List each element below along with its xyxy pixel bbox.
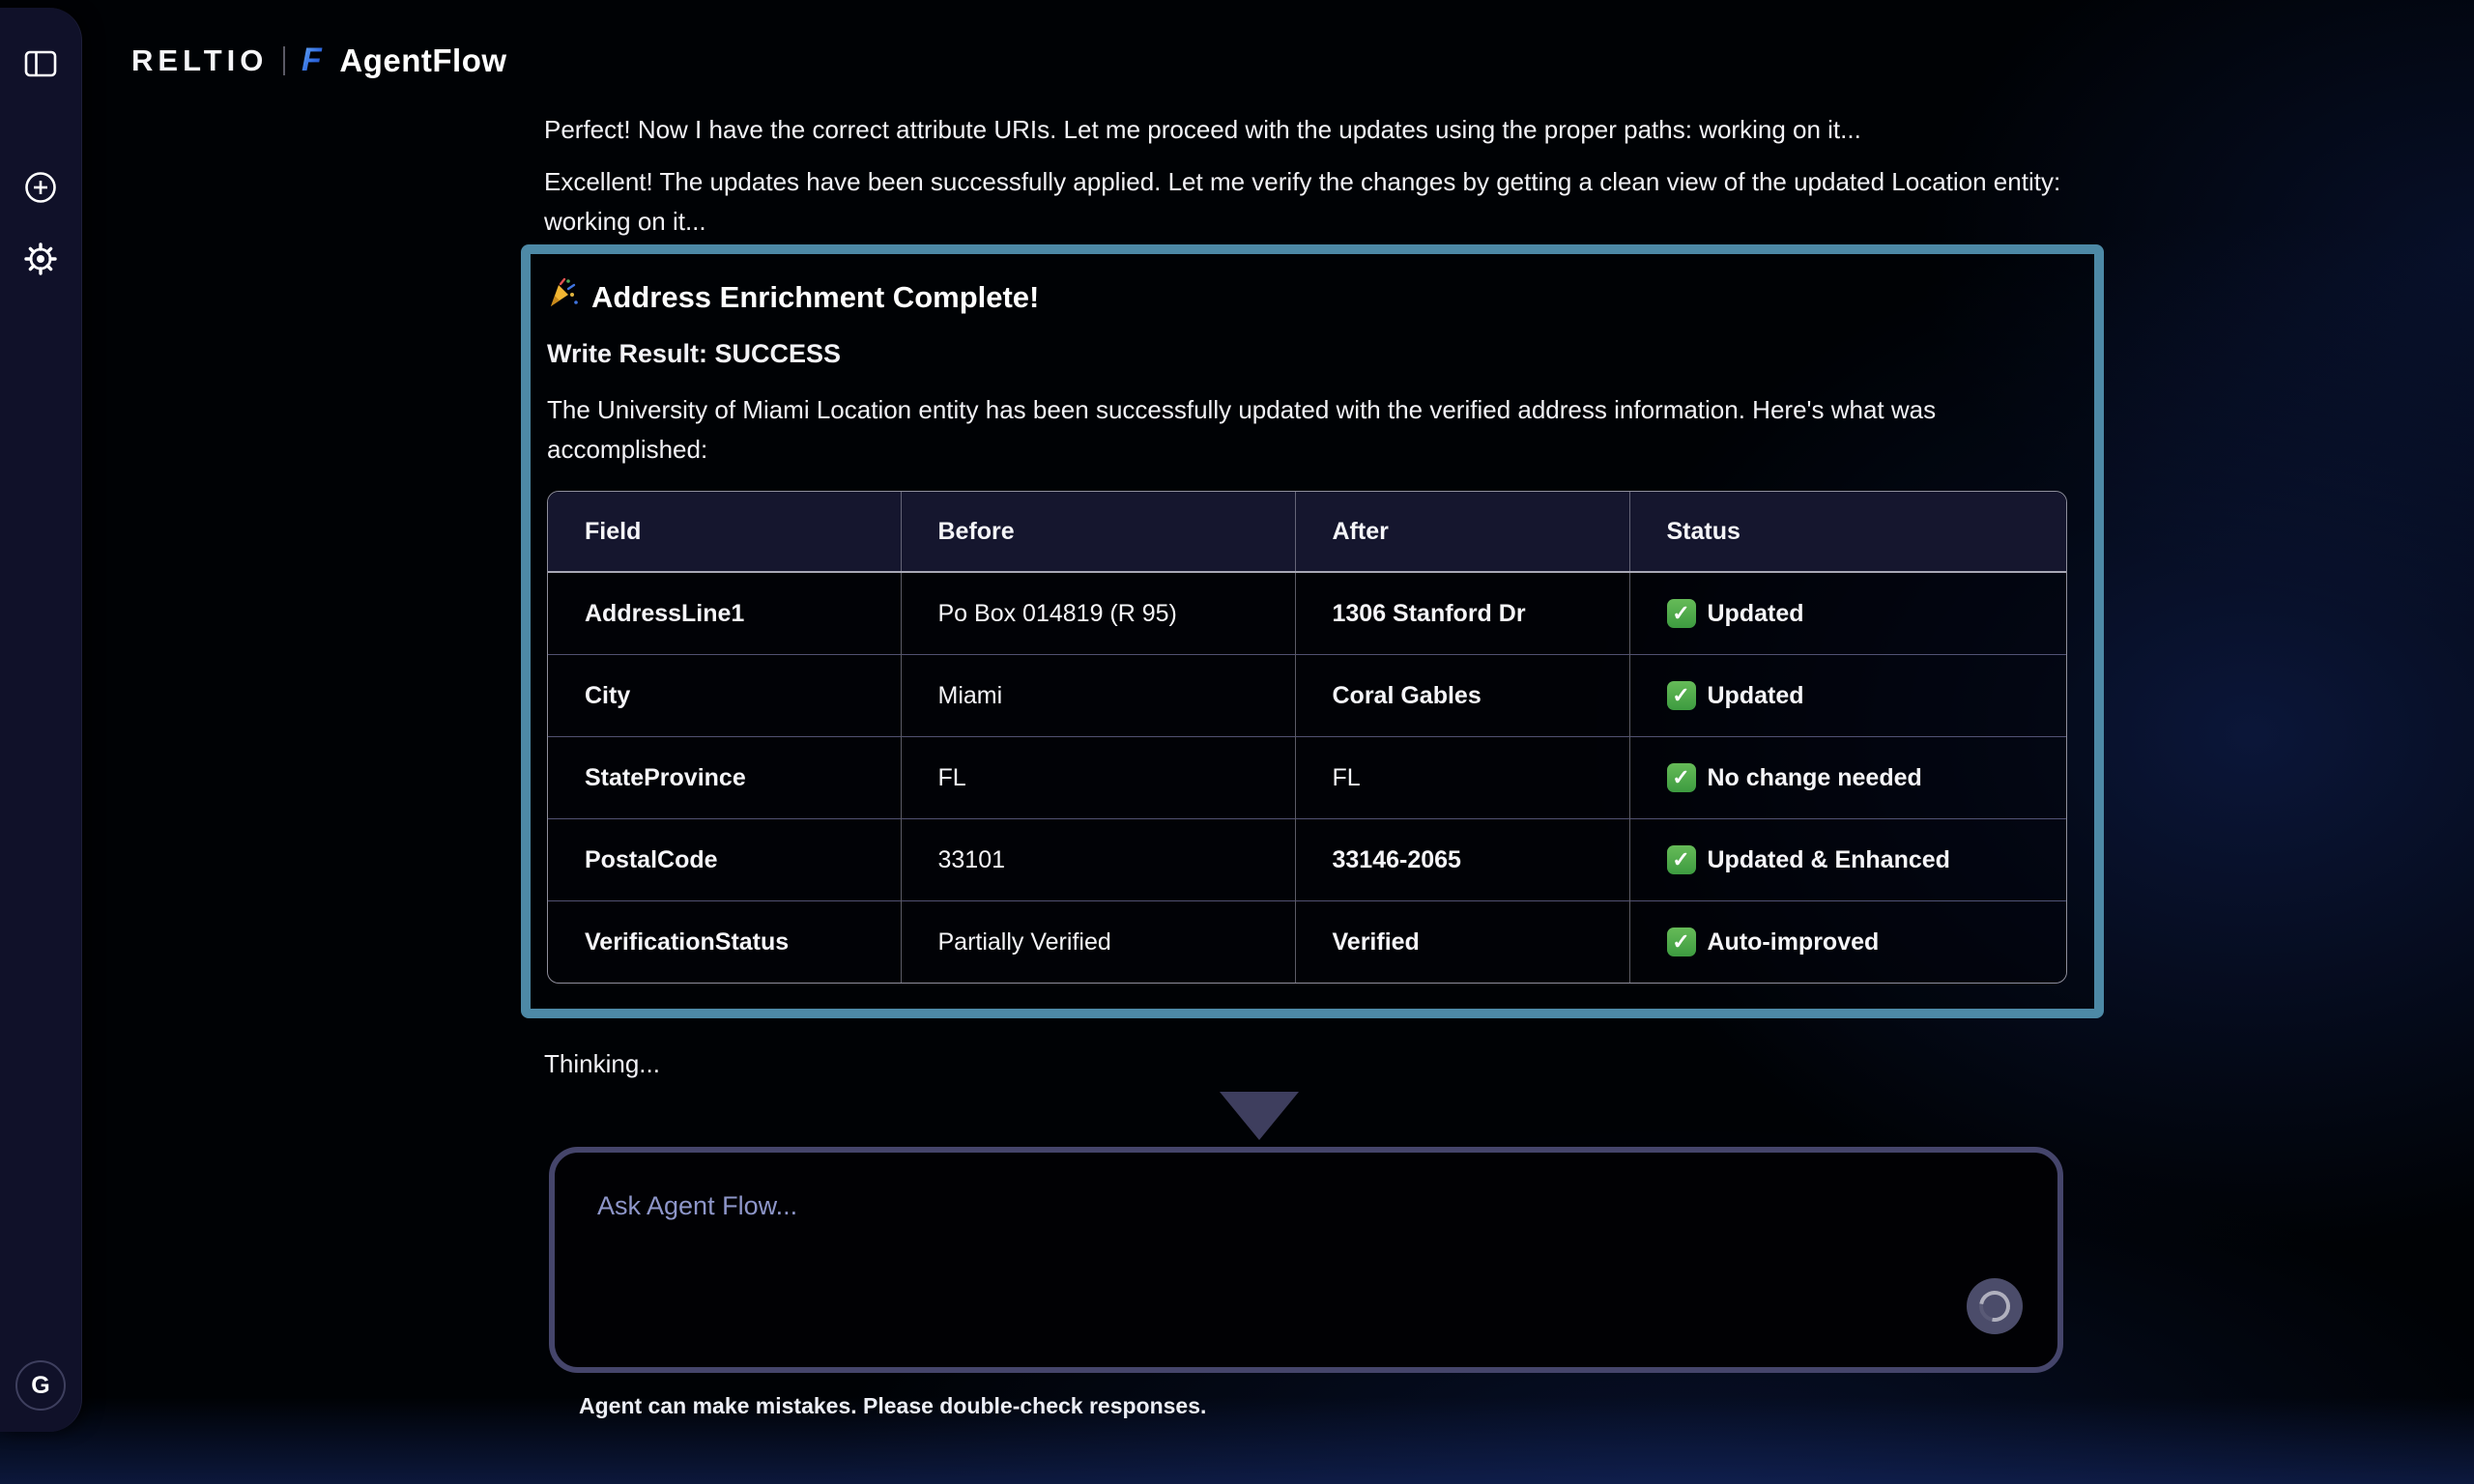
stop-generation-button[interactable] — [1967, 1278, 2023, 1334]
chat-input[interactable] — [555, 1153, 2057, 1367]
gear-icon — [22, 241, 59, 277]
cell-after: Verified — [1295, 901, 1629, 984]
user-avatar[interactable]: G — [15, 1360, 66, 1411]
disclaimer-text: Agent can make mistakes. Please double-check responses. — [579, 1393, 1207, 1418]
agentflow-icon — [301, 41, 331, 82]
cell-field: City — [548, 655, 901, 737]
column-header-before: Before — [901, 492, 1295, 572]
cell-field: AddressLine1 — [548, 572, 901, 655]
check-icon: ✓ — [1667, 763, 1696, 792]
reltio-logo: RELTIO — [131, 43, 269, 77]
cell-field: VerificationStatus — [548, 901, 901, 984]
plus-circle-icon — [23, 170, 58, 205]
change-summary-table — [547, 491, 2067, 984]
svg-text:F: F — [302, 41, 323, 77]
loading-spinner-icon — [1973, 1285, 2017, 1328]
cell-before: Po Box 014819 (R 95) — [901, 572, 1295, 655]
status-label: No change needed — [1707, 763, 1922, 791]
table-row — [548, 737, 2066, 819]
cell-field: PostalCode — [548, 819, 901, 901]
check-icon: ✓ — [1667, 599, 1696, 628]
cell-before: Partially Verified — [901, 901, 1295, 984]
brand-divider — [283, 46, 285, 75]
status-label: Updated — [1707, 599, 1804, 627]
check-icon: ✓ — [1667, 681, 1696, 710]
column-header-after: After — [1295, 492, 1629, 572]
cell-status — [1629, 737, 2066, 819]
status-label: Updated — [1707, 681, 1804, 709]
status-label: Updated & Enhanced — [1707, 845, 1950, 873]
product-name: AgentFlow — [339, 43, 507, 78]
sidebar-toggle-button[interactable] — [19, 43, 62, 85]
new-chat-button[interactable] — [19, 166, 62, 209]
settings-button[interactable] — [19, 238, 62, 280]
cell-status — [1629, 901, 2066, 984]
agent-message: Excellent! The updates have been successfully applied. Let me verify the changes by getting a clean view of the updated Location entity: working on it... — [544, 167, 2061, 236]
cell-status — [1629, 819, 2066, 901]
cell-before: Miami — [901, 655, 1295, 737]
composer — [549, 1147, 2063, 1373]
result-card-title: Address Enrichment Complete! — [591, 280, 1040, 314]
status-label: Auto-improved — [1707, 928, 1880, 956]
check-icon: ✓ — [1667, 845, 1696, 874]
sidebar — [0, 8, 82, 1432]
column-header-status: Status — [1629, 492, 2066, 572]
result-card-description: The University of Miami Location entity has been successfully updated with the verified address information. Here's what was accomplished: — [547, 395, 1937, 464]
column-header-field: Field — [548, 492, 901, 572]
cell-after: 1306 Stanford Dr — [1295, 572, 1629, 655]
agent-message: Perfect! Now I have the correct attribute URIs. Let me proceed with the updates using the proper paths: working on it... — [544, 115, 1861, 144]
cell-before: 33101 — [901, 819, 1295, 901]
cell-before: FL — [901, 737, 1295, 819]
cell-status — [1629, 655, 2066, 737]
cell-after: 33146-2065 — [1295, 819, 1629, 901]
check-icon: ✓ — [1667, 928, 1696, 956]
cell-after: FL — [1295, 737, 1629, 819]
table-header-row — [548, 492, 2066, 572]
panel-toggle-icon — [24, 49, 57, 78]
scroll-to-bottom-button[interactable] — [1220, 1092, 1299, 1140]
table-row — [548, 819, 2066, 901]
cell-status — [1629, 572, 2066, 655]
cell-field: StateProvince — [548, 737, 901, 819]
brand-header — [131, 39, 507, 83]
write-result-status: Write Result: SUCCESS — [547, 339, 842, 368]
table-row — [548, 901, 2066, 984]
party-popper-icon — [547, 277, 580, 318]
table-row — [548, 572, 2066, 655]
table-row — [548, 655, 2066, 737]
thinking-indicator: Thinking... — [544, 1049, 660, 1078]
result-card — [521, 244, 2104, 1018]
cell-after: Coral Gables — [1295, 655, 1629, 737]
